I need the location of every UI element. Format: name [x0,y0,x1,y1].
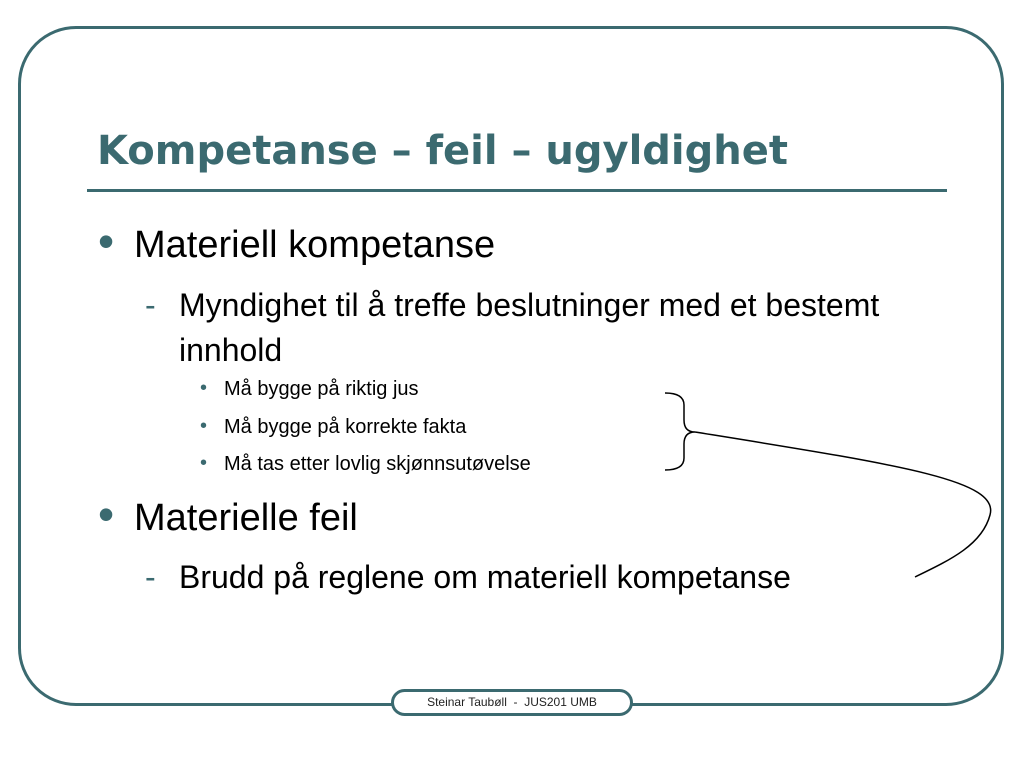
connector-curve [695,432,991,577]
bullet-text: Materiell kompetanse [134,224,496,266]
sub-bullet-text: Myndighet til å treffe beslutninger med et bestemt innhold [179,287,880,368]
item-text: Må bygge på korrekte fakta [224,416,467,438]
slide-title: Kompetanse – feil – ugyldighet [97,128,788,174]
bullet-icon: • [98,215,115,267]
bullet-icon: • [200,377,208,399]
bullet-icon: • [200,452,208,474]
bullet-text: Materielle feil [134,497,358,539]
bullet-icon: • [98,488,115,540]
right-brace [665,393,695,470]
dash-icon: - [145,559,156,595]
bullet-icon: • [200,415,208,437]
item-text: Må tas etter lovlig skjønnsutøvelse [224,453,531,475]
item-text: Må bygge på riktig jus [224,378,419,400]
sub-bullet-text: Brudd på reglene om materiell kompetanse [179,559,791,595]
footer-label: Steinar Taubøll - JUS201 UMB [391,689,633,716]
dash-icon: - [145,287,156,323]
